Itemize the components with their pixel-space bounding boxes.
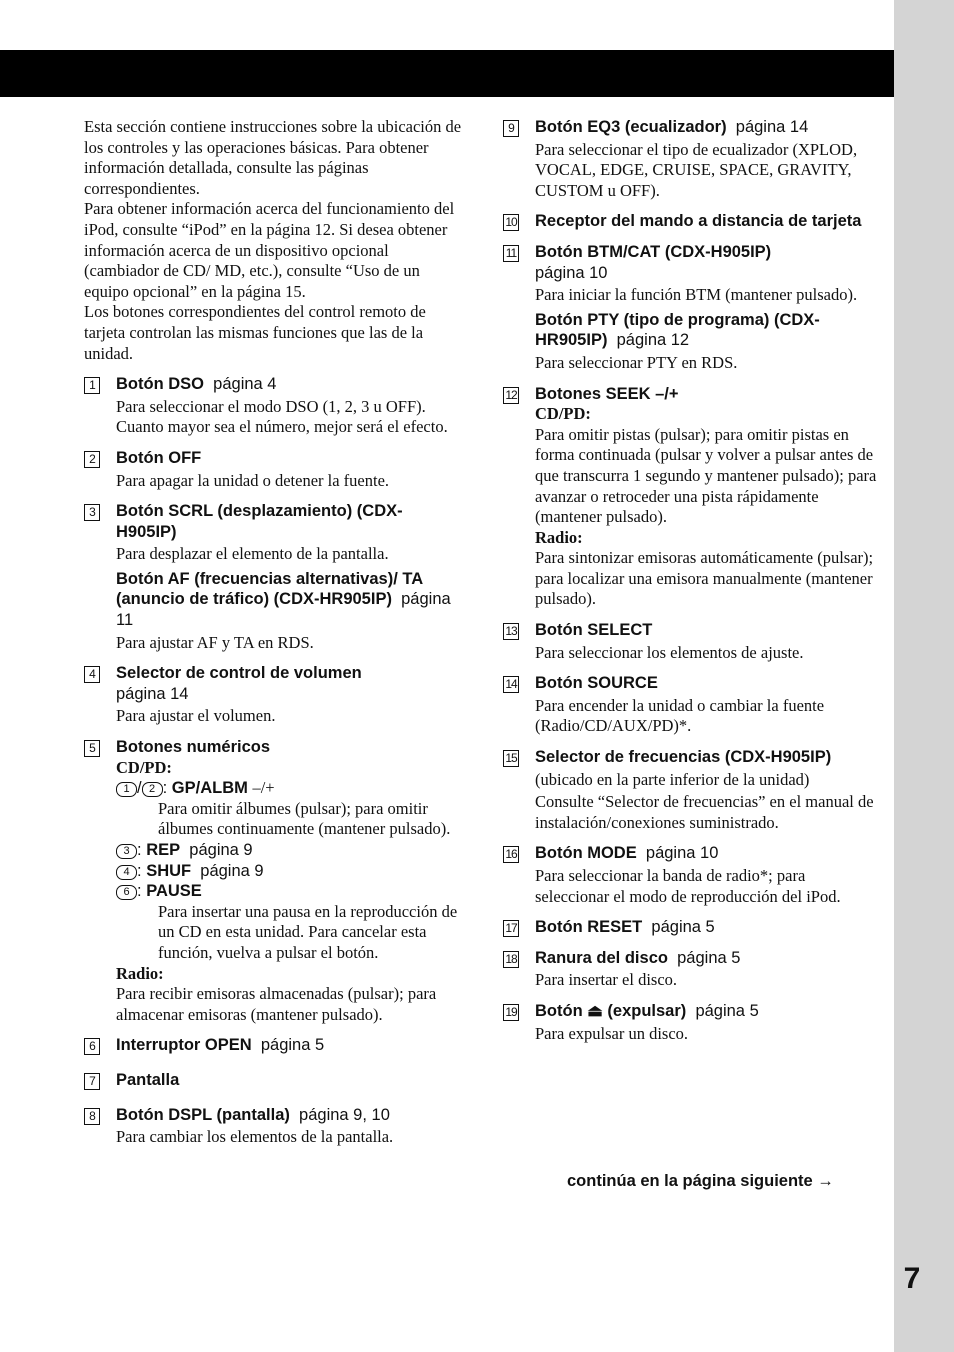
item-6 bbox=[84, 1035, 462, 1056]
cdpd-label: CD/PD: bbox=[116, 757, 172, 777]
item-number: 5 bbox=[84, 740, 100, 757]
item-5 bbox=[84, 737, 462, 1025]
page-ref: página 4 bbox=[213, 375, 277, 394]
item-subdesc: Para seleccionar PTY en RDS. bbox=[535, 352, 738, 372]
page-ref: página 10 bbox=[535, 263, 608, 282]
rep-label: REP bbox=[146, 841, 181, 859]
item-desc: Para ajustar el volumen. bbox=[116, 706, 276, 726]
gp-desc: Para omitir álbumes (pulsar); para omitir álbumes continuamente (mantener pulsado). bbox=[158, 798, 451, 839]
shuf-label: SHUF bbox=[146, 861, 192, 880]
cdpd-desc: Para omitir pistas (pulsar); para omitir pistas en forma continuada (pulsar y volver a pulsar antes de que transcurra 1 segundo y mantener pulsado); para avanzar o retroceder una pista rápidamente (mantener pulsado). bbox=[535, 424, 877, 527]
item-title: Botón SCRL (desplazamiento) (CDX-H905IP) bbox=[116, 502, 403, 541]
item-16 bbox=[503, 843, 883, 907]
intro-paragraph: Para obtener información acerca del funcionamiento del iPod, consulte “iPod” en la página 12. Si desea obtener información acerca de un dispositivo opcional (cambiador de CD/ MD, etc.), consulte “Uso de un equipo opcional” en la página 15. bbox=[84, 199, 455, 301]
intro-paragraph: Esta sección contiene instrucciones sobre la ubicación de los controles y las operaciones básicas. Para obtener información detallada, consulte las páginas correspondientes. bbox=[84, 117, 462, 198]
item-18 bbox=[503, 948, 883, 991]
item-4 bbox=[84, 663, 462, 727]
pause-label: PAUSE bbox=[146, 882, 202, 901]
key-4-icon: 4 bbox=[116, 865, 137, 880]
side-tab bbox=[894, 0, 954, 1352]
item-17 bbox=[503, 917, 883, 938]
continued-next-page: continúa en la página siguiente → bbox=[567, 1172, 834, 1190]
item-subdesc: Para ajustar AF y TA en RDS. bbox=[116, 632, 314, 652]
item-2 bbox=[84, 448, 462, 491]
item-3 bbox=[84, 501, 462, 653]
page-ref: página 5 bbox=[677, 948, 741, 967]
item-title: Botones SEEK –/+ bbox=[535, 384, 679, 403]
item-desc: Para iniciar la función BTM (mantener pulsado). bbox=[535, 285, 858, 305]
item-title: Botón OFF bbox=[116, 448, 202, 467]
left-column bbox=[84, 117, 462, 1148]
item-title: Ranura del disco bbox=[535, 948, 668, 967]
key-row-gp: 1 / 2 : GP/ALBM –/+ bbox=[116, 778, 462, 799]
radio-label: Radio: bbox=[535, 527, 583, 547]
item-subtitle: Botón PTY (tipo de programa) (CDX-HR905IP) bbox=[535, 310, 820, 350]
item-number: 9 bbox=[503, 120, 519, 137]
item-number: 6 bbox=[84, 1038, 100, 1055]
item-desc: Para seleccionar el modo DSO (1, 2, 3 u OFF). Cuanto mayor sea el número, mejor será el efecto. bbox=[116, 396, 448, 437]
item-number: 13 bbox=[503, 623, 519, 640]
item-desc: Para seleccionar el tipo de ecualizador (XPLOD, VOCAL, EDGE, CRUISE, SPACE, GRAVITY, CUSTOM u OFF). bbox=[535, 139, 858, 200]
key-6-icon: 6 bbox=[116, 885, 137, 900]
item-desc: Para cambiar los elementos de la pantalla. bbox=[116, 1127, 394, 1147]
page-ref: página 14 bbox=[735, 118, 809, 136]
page-ref: página 9, 10 bbox=[299, 1105, 390, 1124]
gp-label: GP/ALBM bbox=[171, 779, 248, 798]
item-desc: Para apagar la unidad o detener la fuente. bbox=[116, 470, 390, 490]
item-title: Botón BTM/CAT (CDX-H905IP) bbox=[535, 242, 772, 261]
page-ref: página 5 bbox=[695, 1001, 759, 1020]
radio-label: Radio: bbox=[116, 963, 164, 983]
item-19 bbox=[503, 1001, 883, 1044]
item-desc: Para encender la unidad o cambiar la fuente (Radio/CD/AUX/PD)*. bbox=[535, 695, 825, 736]
item-9 bbox=[503, 117, 883, 201]
item-13 bbox=[503, 620, 883, 663]
item-desc: Para seleccionar los elementos de ajuste. bbox=[535, 642, 804, 662]
item-number: 10 bbox=[503, 214, 519, 231]
item-desc-2: Consulte “Selector de frecuencias” en el manual de instalación/conexiones suministrado. bbox=[535, 792, 874, 832]
item-11 bbox=[503, 242, 883, 374]
item-title: Botones numéricos bbox=[116, 738, 271, 757]
page-number: 7 bbox=[903, 1262, 921, 1295]
item-number: 1 bbox=[84, 377, 100, 394]
page-ref: página 11 bbox=[116, 590, 451, 630]
item-12 bbox=[503, 384, 883, 611]
item-title: Botón DSPL (pantalla) bbox=[116, 1105, 290, 1124]
item-number: 16 bbox=[503, 846, 519, 863]
item-number: 11 bbox=[503, 245, 519, 262]
item-desc: Para seleccionar la banda de radio*; para seleccionar el modo de reproducción del iPod. bbox=[535, 866, 841, 906]
pause-desc: Para insertar una pausa en la reproducción de un CD en esta unidad. Para cancelar esta función, vuelva a pulsar el botón. bbox=[158, 901, 458, 962]
key-2-icon: 2 bbox=[142, 782, 163, 797]
page-ref: página 5 bbox=[260, 1036, 325, 1055]
item-title: Botón SELECT bbox=[535, 621, 653, 640]
item-8 bbox=[84, 1105, 462, 1148]
item-title: Botón MODE bbox=[535, 844, 637, 863]
item-10 bbox=[503, 211, 883, 232]
item-7 bbox=[84, 1070, 462, 1091]
item-number: 7 bbox=[84, 1073, 100, 1090]
section-header-bar bbox=[0, 50, 894, 97]
key-row-shuf: 4 : SHUF página 9 bbox=[116, 861, 462, 882]
page-ref: página 14 bbox=[116, 684, 189, 703]
item-15 bbox=[503, 747, 883, 833]
page-ref: página 5 bbox=[651, 918, 715, 937]
item-number: 3 bbox=[84, 504, 100, 521]
item-desc: Para desplazar el elemento de la pantalla. bbox=[116, 544, 389, 564]
item-number: 12 bbox=[503, 387, 519, 404]
key-3-icon: 3 bbox=[116, 844, 137, 859]
item-desc: Para expulsar un disco. bbox=[535, 1023, 689, 1043]
item-14 bbox=[503, 673, 883, 737]
item-desc: Para insertar el disco. bbox=[535, 970, 678, 990]
item-title: Interruptor OPEN bbox=[116, 1036, 252, 1055]
item-title: Pantalla bbox=[116, 1070, 180, 1089]
key-1-icon: 1 bbox=[116, 782, 137, 797]
item-number: 4 bbox=[84, 666, 100, 683]
item-title: Botón EQ3 (ecualizador) bbox=[535, 118, 727, 136]
item-title: Receptor del mando a distancia de tarjeta bbox=[535, 212, 862, 231]
item-number: 8 bbox=[84, 1108, 100, 1125]
item-title: Selector de frecuencias (CDX-H905IP) bbox=[535, 748, 832, 767]
page-ref: página 12 bbox=[616, 331, 690, 350]
item-title: Botón RESET bbox=[535, 918, 643, 937]
intro-text bbox=[84, 117, 462, 364]
radio-desc: Para recibir emisoras almacenadas (pulsar); para almacenar emisoras (mantener pulsado). bbox=[116, 984, 437, 1024]
item-number: 2 bbox=[84, 451, 100, 468]
item-number: 15 bbox=[503, 750, 519, 767]
item-title: Botón SOURCE bbox=[535, 674, 658, 693]
item-desc: (ubicado en la parte inferior de la unidad) bbox=[535, 769, 810, 789]
item-number: 14 bbox=[503, 676, 519, 693]
item-number: 18 bbox=[503, 951, 519, 968]
item-title: Botón DSO bbox=[116, 375, 204, 394]
key-row-pause: 6 : PAUSE bbox=[116, 881, 462, 902]
radio-desc: Para sintonizar emisoras automáticamente (pulsar); para localizar una emisora manualmente (mantener pulsado). bbox=[535, 548, 874, 609]
item-title: Botón ⏏ (expulsar) bbox=[535, 1001, 687, 1020]
item-number: 17 bbox=[503, 920, 519, 937]
page-ref: página 10 bbox=[645, 844, 719, 863]
cdpd-label: CD/PD: bbox=[535, 404, 591, 424]
right-column bbox=[503, 117, 883, 1044]
item-1 bbox=[84, 374, 462, 438]
item-number: 19 bbox=[503, 1004, 519, 1021]
key-row-rep: 3 : REP página 9 bbox=[116, 840, 462, 861]
item-subtitle: Botón AF (frecuencias alternativas)/ TA (anuncio de tráfico) (CDX-HR905IP) bbox=[116, 569, 423, 609]
item-title: Selector de control de volumen bbox=[116, 664, 362, 683]
intro-paragraph: Los botones correspondientes del control remoto de tarjeta controlan las mismas funciones que las de la unidad. bbox=[84, 302, 426, 363]
